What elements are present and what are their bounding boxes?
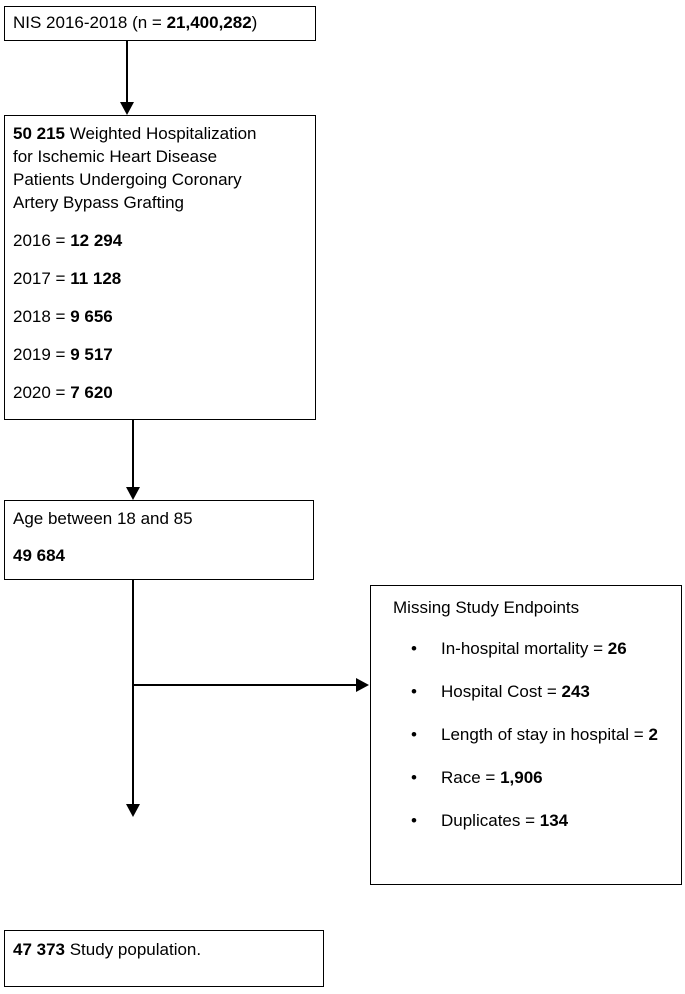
arrow-right-icon	[356, 678, 369, 692]
age-count: 49 684	[13, 546, 65, 565]
missing-item-length-of-stay	[411, 723, 671, 746]
year-label: 2019 =	[13, 345, 71, 364]
connector-line-branch-to-missing	[133, 684, 357, 686]
missing-item-text	[441, 680, 671, 703]
missing-item-label: Hospital Cost =	[441, 682, 562, 701]
bullet-icon: •	[411, 725, 417, 744]
missing-endpoints-title: Missing Study Endpoints	[393, 598, 580, 617]
year-count-2019	[13, 343, 281, 366]
source-text-suffix: )	[251, 13, 258, 32]
bullet-icon: •	[411, 682, 417, 701]
final-population-box	[4, 930, 324, 987]
connector-line-weighted-to-age	[132, 420, 134, 487]
missing-endpoints-box	[370, 585, 682, 885]
source-count: 21,400,282	[166, 13, 252, 32]
missing-item-label: In-hospital mortality =	[441, 639, 608, 658]
missing-item-value: 26	[607, 639, 627, 658]
missing-item-text	[441, 766, 671, 789]
year-value: 9 517	[70, 345, 113, 364]
year-count-2018	[13, 305, 281, 328]
missing-item-text	[441, 723, 671, 746]
bullet-icon: •	[411, 811, 417, 830]
year-count-2017	[13, 267, 281, 290]
year-label: 2017 =	[13, 269, 71, 288]
year-label: 2018 =	[13, 307, 71, 326]
year-value: 9 656	[70, 307, 113, 326]
missing-item-text	[441, 809, 671, 832]
arrow-down-icon	[126, 804, 140, 817]
missing-item-hospital-cost	[411, 680, 671, 703]
year-count-2020	[13, 381, 281, 404]
age-filter-box	[4, 500, 314, 580]
weighted-description-text: Weighted Hospitalization for Ischemic Heart Disease Patients Undergoing Coronary Artery Bypass Grafting	[13, 124, 257, 212]
missing-item-text	[441, 637, 671, 660]
year-label: 2020 =	[13, 383, 71, 402]
weighted-count: 50 215	[13, 124, 65, 143]
year-value: 11 128	[70, 269, 122, 288]
bullet-icon: •	[411, 768, 417, 787]
missing-item-race	[411, 766, 671, 789]
arrow-down-icon	[126, 487, 140, 500]
connector-line-source-to-weighted	[126, 40, 128, 102]
missing-item-mortality	[411, 637, 671, 660]
missing-item-label: Length of stay in hospital =	[441, 725, 649, 744]
bullet-icon: •	[411, 639, 417, 658]
source-box	[4, 6, 316, 41]
year-value: 12 294	[70, 231, 123, 250]
year-count-2016	[13, 229, 281, 252]
connector-line-age-to-final	[132, 580, 134, 806]
year-label: 2016 =	[13, 231, 71, 250]
year-value: 7 620	[70, 383, 113, 402]
arrow-down-icon	[120, 102, 134, 115]
missing-item-duplicates	[411, 809, 671, 832]
missing-item-value: 243	[561, 682, 590, 701]
missing-item-label: Race =	[441, 768, 501, 787]
missing-item-value: 2	[648, 725, 658, 744]
final-text: Study population.	[65, 940, 202, 959]
missing-item-value: 1,906	[500, 768, 543, 787]
weighted-hospitalization-box	[4, 115, 316, 420]
weighted-description	[13, 122, 281, 214]
source-text-prefix: NIS 2016-2018 (n =	[13, 13, 167, 32]
missing-item-label: Duplicates =	[441, 811, 540, 830]
final-count: 47 373	[13, 940, 65, 959]
missing-item-value: 134	[539, 811, 569, 830]
age-criterion: Age between 18 and 85	[13, 509, 193, 528]
